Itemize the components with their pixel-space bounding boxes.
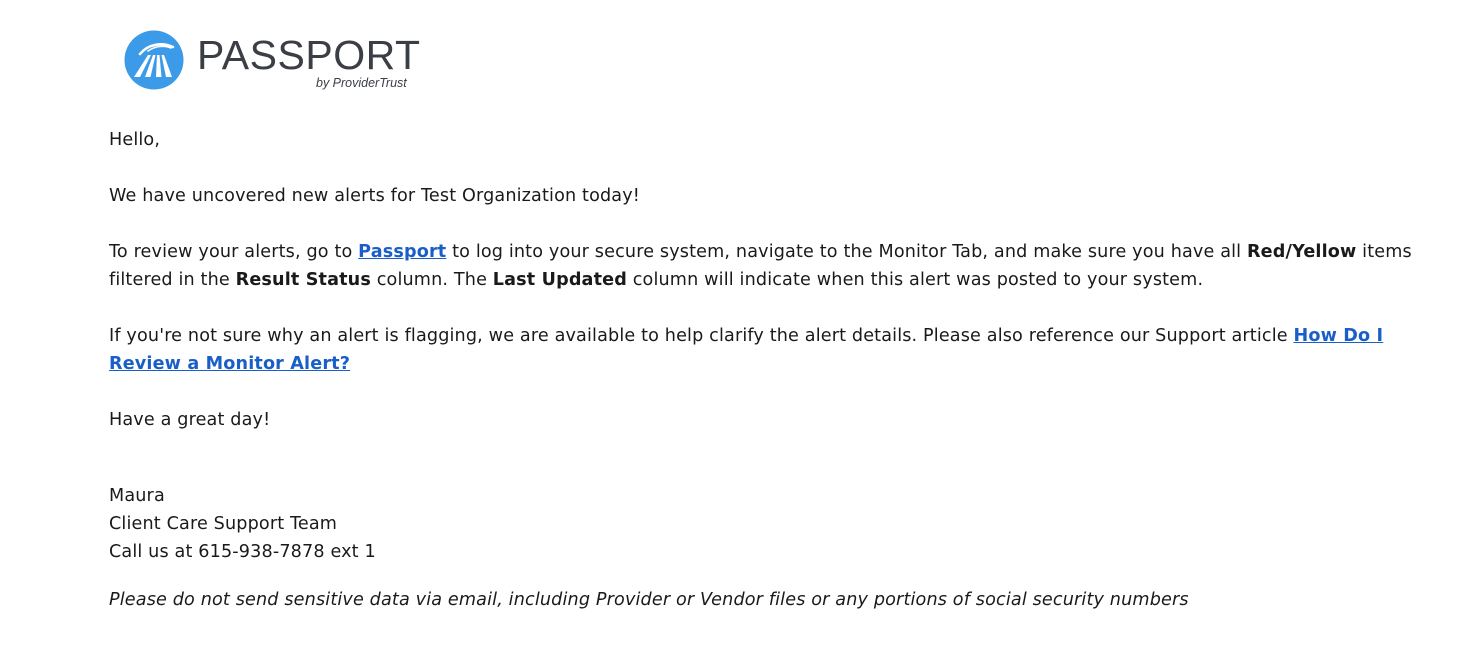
logo-wordmark: PASSPORT	[197, 32, 421, 78]
support-article-link[interactable]: How Do I Review a Monitor Alert?	[109, 326, 1384, 374]
review-text-5: column will indicate when this alert was posted to your system.	[626, 270, 1204, 290]
help-paragraph	[109, 322, 1439, 378]
signature-team: Client Care Support Team	[109, 514, 338, 534]
passport-road-icon	[124, 30, 184, 90]
closing-line: Have a great day!	[109, 410, 271, 430]
signature-name: Maura	[109, 486, 165, 506]
last-updated-label: Last Updated	[492, 270, 627, 290]
result-status-label: Result Status	[235, 270, 371, 290]
review-instructions	[109, 238, 1439, 294]
signature-phone: Call us at 615-938-7878 ext 1	[109, 542, 376, 562]
logo-byline: by ProviderTrust	[316, 76, 407, 90]
help-text: If you're not sure why an alert is flagging, we are available to help clarify the alert details. Please also reference our Support article	[109, 326, 1294, 346]
signature	[109, 482, 1439, 566]
review-text-2: to log into your secure system, navigate to the Monitor Tab, and make sure you have all	[446, 242, 1247, 262]
review-text-3: items filtered in the	[109, 242, 1412, 290]
email-body	[109, 126, 1439, 642]
passport-logo	[124, 30, 424, 94]
review-text-1: To review your alerts, go to	[109, 242, 359, 262]
greeting: Hello,	[109, 130, 161, 150]
intro-paragraph: We have uncovered new alerts for Test Organization today!	[109, 186, 641, 206]
red-yellow-label: Red/Yellow	[1246, 242, 1357, 262]
review-text-4: column. The	[370, 270, 493, 290]
disclaimer: Please do not send sensitive data via email, including Provider or Vendor files or any portions of social security numbers	[109, 590, 1189, 610]
passport-link[interactable]: Passport	[358, 242, 447, 262]
